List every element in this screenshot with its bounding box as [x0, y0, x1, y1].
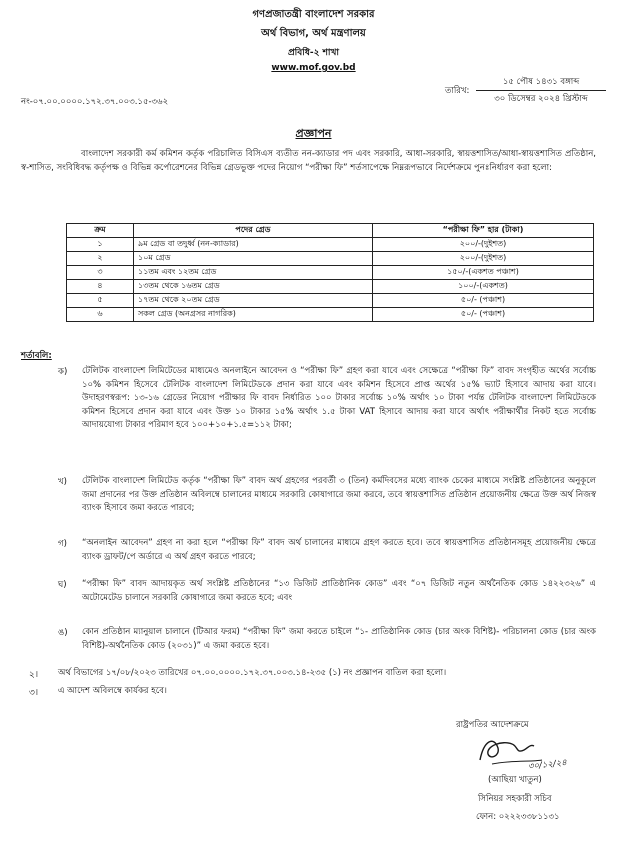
table-row	[67, 308, 594, 322]
condition-marker: ঙ)	[58, 628, 68, 638]
table-row	[67, 266, 594, 280]
row-fee: ১০০/-(একশত)	[373, 280, 594, 294]
signer-phone: ফোন: ০২২২৩৩৮১১৩১	[476, 812, 560, 822]
col-fee: “পরীক্ষা ফি” হার (টাকা)	[373, 224, 594, 238]
condition-text: “অনলাইন আবেদন” গ্রহণ না করা হলে “পরীক্ষা ফি” বাবদ অর্থ চালানের মাধ্যমে গ্রহণ করতে হবে। তবে স্বায়ত্তশাসিত প্রতিষ্ঠানসমূহ প্রয়োজনীয় ক্ষেত্রে ব্যাংক ড্রাফট/পে অর্ডারে এ অর্থ গ্রহণ করতে পারবে;	[82, 538, 596, 562]
condition-marker: গ)	[58, 539, 67, 549]
table-row	[67, 252, 594, 266]
row-serial: ৬	[67, 308, 134, 322]
row-fee: ৫০/- (পঞ্চাশ)	[373, 294, 594, 308]
row-serial: ৩	[67, 266, 134, 280]
row-grade: সকল গ্রেড (অনগ্রসর নাগরিক)	[134, 308, 373, 322]
item-marker: ২।	[29, 670, 39, 680]
row-fee: ২০০/-(দুইশত)	[373, 238, 594, 252]
signer-designation: সিনিয়র সহকারী সচিব	[478, 794, 552, 804]
condition-text: “পরীক্ষা ফি” বাবদ আদায়কৃত অর্থ সংশ্লিষ্ট প্রতিষ্ঠানের “১৩ ডিজিট প্রাতিষ্ঠানিক কোড” এবং “০৭ ডিজিট নতুন অর্থনৈতিক কোড ১৪২২৩২৬” এ অটোমেটেড চালানে সরকারি কোষাগারে জমা করতে হবে; এবং	[82, 579, 596, 603]
date-bangla: ১৫ পৌষ ১৪৩১ বঙ্গাব্দ	[476, 76, 606, 91]
fee-table	[66, 223, 594, 322]
signature-date: ৩০/১২/২৪	[527, 757, 568, 773]
col-serial: ক্রম	[67, 224, 134, 238]
condition-marker: ঘ)	[58, 580, 67, 590]
conditions-heading: শর্তাবলি:	[21, 351, 52, 361]
order-line: রাষ্ট্রপতির আদেশক্রমে	[456, 720, 529, 730]
row-grade: ১১তম এবং ১২তম গ্রেড	[134, 266, 373, 280]
item-text: এ আদেশ অবিলম্বে কার্যকর হবে।	[58, 686, 167, 696]
row-fee: ১৫০/-(একশত পঞ্চাশ)	[373, 266, 594, 280]
memo-number: নং-০৭.০০.০০০০.১৭২.৩৭.০০৩.১৫-৩৬২	[21, 97, 169, 107]
division-name: অর্থ বিভাগ, অর্থ মন্ত্রণালয়	[261, 28, 366, 39]
branch-name: প্রবিধি-২ শাখা	[287, 48, 340, 58]
row-grade: ৯ম গ্রেড বা তদুর্ধ্ব (নন-ক্যাডার)	[134, 238, 373, 252]
website-link[interactable]: www.mof.gov.bd	[271, 63, 356, 73]
item-marker: ৩।	[29, 688, 39, 698]
row-fee: ২০০/-(দুইশত)	[373, 252, 594, 266]
condition-marker: খ)	[58, 477, 67, 487]
row-fee: ৫০/- (পঞ্চাশ)	[373, 308, 594, 322]
row-grade: ১৭তম থেকে ২০তম গ্রেড	[134, 294, 373, 308]
notice-title: প্রজ্ঞাপন	[295, 127, 332, 140]
govt-name: গণপ্রজাতন্ত্রী বাংলাদেশ সরকার	[252, 9, 375, 20]
row-serial: ৫	[67, 294, 134, 308]
condition-text: কোন প্রতিষ্ঠান ম্যানুয়াল চালানে (টিআর ফরম) “পরীক্ষা ফি” জমা করতে চাইলে “১- প্রাতিষ্ঠানিক কোড (চার অংক বিশিষ্ট)- পরিচালনা কোড (চার অংক বিশিষ্ট)-অর্থনৈতিক কোড (২০৩১)” এ জমা করতে হবে।	[82, 627, 596, 651]
date-label: তারিখ:	[445, 86, 470, 96]
row-serial: ২	[67, 252, 134, 266]
table-row	[67, 280, 594, 294]
row-serial: ১	[67, 238, 134, 252]
signer-name: (আছিয়া খাতুন)	[488, 775, 542, 785]
date-english: ৩০ ডিসেম্বর ২০২৪ খ্রিস্টাব্দ	[494, 94, 588, 104]
col-grade: পদের গ্রেড	[134, 224, 373, 238]
row-serial: ৪	[67, 280, 134, 294]
intro-paragraph: বাংলাদেশ সরকারী কর্ম কমিশন কর্তৃক পরিচালিত বিসিএস ব্যতীত নন-ক্যাডার পদ এবং সরকারি, আধা-সরকারি, স্বায়ত্তশাসিত/আধা-স্বায়ত্তশাসিত প্রতিষ্ঠান, স্ব-শাসিত, সংবিধিবদ্ধ কর্তৃপক্ষ ও বিভিন্ন কর্পোরেশনের বিভিন্ন গ্রেডভুক্ত পদের নিয়োগ “পরীক্ষা ফি” শর্তসাপেক্ষে নিম্নরূপভাবে নির্দেশক্রমে পুনঃনির্ধারণ করা হলো:	[21, 149, 596, 173]
item-text: অর্থ বিভাগের ১৭/০৮/২০২৩ তারিখের ০৭.০০.০০০০.১৭২.৩৭.০০৩.১৪-২৩৫ (১) নং প্রজ্ঞাপন বাতিল করা হলো।	[58, 668, 447, 678]
table-header-row	[67, 224, 594, 238]
table-row	[67, 294, 594, 308]
row-grade: ১০ম গ্রেড	[134, 252, 373, 266]
condition-text: টেলিটক বাংলাদেশ লিমিটেড কর্তৃক “পরীক্ষা ফি” বাবদ অর্থ গ্রহণের পরবর্তী ৩ (তিন) কর্মদিবসের মধ্যে ব্যাংক চেকের মাধ্যমে সংশ্লিষ্ট প্রতিষ্ঠানের অনুকূলে জমা প্রদানের পর উক্ত প্রতিষ্ঠান অবিলম্বে চালানের মাধ্যমে সরকারি কোষাগারে জমা করবে, তবে স্বায়ত্তশাসিত প্রতিষ্ঠান প্রয়োজনীয় ক্ষেত্রে উক্ত অর্থ নিজস্ব ব্যাংক হিসাবে জমা করতে পারবে;	[82, 476, 596, 514]
condition-text: টেলিটক বাংলাদেশ লিমিটেডের মাধ্যমেও অনলাইনে আবেদন ও “পরীক্ষা ফি” গ্রহণ করা যাবে এবং সেক্ষেত্রে “পরীক্ষা ফি” বাবদ সংগৃহীত অর্থের সর্বোচ্চ ১০% কমিশন হিসেবে টেলিটক বাংলাদেশ লিমিটেডকে প্রদান করা যাবে এবং কমিশন হিসেবে প্রাপ্ত অর্থের ১৫% ভ্যাট হিসাবে আদায় করা যাবে। উদাহরণস্বরূপ: ১৩-১৬ গ্রেডের নিয়োগ পরীক্ষার ফি বাবদ নির্ধারিত ১০০ টাকার সর্বোচ্চ ১০% অর্থাৎ ১০ টাকা পর্যন্ত টেলিটক বাংলাদেশ লিমিটেডকে কমিশন হিসেবে প্রদান করা যাবে এবং উক্ত ১০ টাকার ১৫% অর্থাৎ ১.৫ টাকা VAT হিসাবে আদায় করা যাবে অর্থাৎ পরীক্ষার্থীর নিকট হতে সর্বোচ্চ আদায়যোগ্য টাকার পরিমাণ হবে ১০০+১০+১.৫=১১২ টাকা;	[82, 366, 596, 431]
row-grade: ১৩তম থেকে ১৬তম গ্রেড	[134, 280, 373, 294]
table-row	[67, 238, 594, 252]
condition-marker: ক)	[58, 367, 68, 377]
